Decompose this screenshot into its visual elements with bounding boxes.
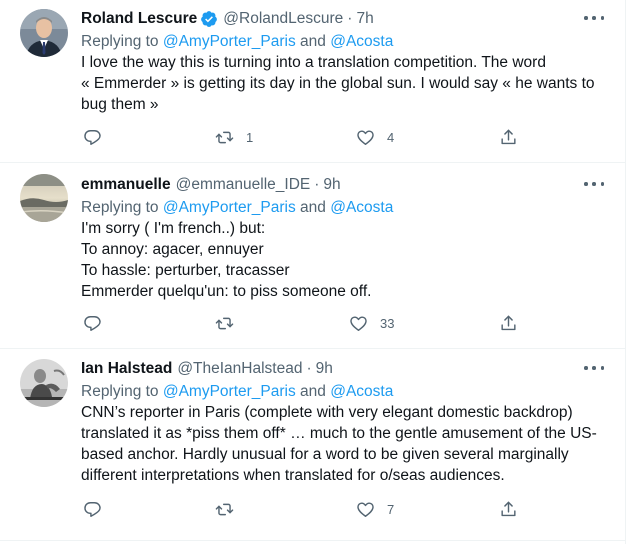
- share-icon: [499, 314, 518, 333]
- more-icon[interactable]: [584, 362, 604, 374]
- tweet-actions: [81, 128, 616, 150]
- replying-to: [81, 381, 616, 402]
- like-button[interactable]: [356, 128, 394, 147]
- user-handle[interactable]: @RolandLescure: [223, 10, 344, 27]
- share-icon: [499, 128, 518, 147]
- mention-link[interactable]: @AmyPorter_Paris: [162, 383, 296, 400]
- share-button[interactable]: [499, 128, 518, 147]
- tweet-actions: [81, 314, 616, 336]
- replying-to: [81, 31, 616, 52]
- more-icon[interactable]: [584, 178, 604, 190]
- retweet-button[interactable]: [215, 314, 246, 333]
- display-name[interactable]: emmanuelle: [81, 176, 171, 193]
- like-count: 33: [380, 316, 395, 331]
- retweet-icon: [215, 128, 234, 147]
- retweet-icon: [215, 500, 234, 519]
- mention-link[interactable]: @AmyPorter_Paris: [162, 33, 296, 50]
- heart-icon: [356, 500, 375, 519]
- replying-to-and: and: [295, 199, 331, 216]
- replying-to-prefix: Replying to: [81, 383, 163, 400]
- avatar-photo-ian: [20, 359, 68, 407]
- tweet-emmanuelle[interactable]: [0, 163, 626, 349]
- heart-icon: [349, 314, 368, 333]
- avatar[interactable]: [20, 9, 68, 57]
- reply-button[interactable]: [83, 128, 114, 147]
- tweet-actions: [81, 500, 616, 522]
- more-icon[interactable]: [584, 12, 604, 24]
- retweet-count: 1: [246, 130, 254, 145]
- like-count: 4: [387, 130, 395, 145]
- avatar-photo-roland: [20, 9, 68, 57]
- avatar[interactable]: [20, 359, 68, 407]
- mention-link[interactable]: @Acosta: [330, 33, 394, 50]
- avatar[interactable]: [20, 174, 68, 222]
- replying-to: [81, 197, 616, 218]
- reply-icon: [83, 128, 102, 147]
- retweet-button[interactable]: [215, 500, 246, 519]
- timestamp[interactable]: 9h: [315, 360, 333, 377]
- timestamp[interactable]: 9h: [323, 176, 341, 193]
- timestamp[interactable]: 7h: [356, 10, 374, 27]
- user-handle[interactable]: @TheIanHalstead: [177, 360, 303, 377]
- verified-badge-icon: [200, 10, 218, 28]
- like-button[interactable]: [356, 500, 394, 519]
- reply-button[interactable]: [83, 314, 114, 333]
- share-button[interactable]: [499, 500, 518, 519]
- tweet-header: [81, 174, 616, 196]
- share-button[interactable]: [499, 314, 518, 333]
- separator-dot: ·: [306, 360, 312, 377]
- tweet-ian-halstead[interactable]: [0, 349, 626, 541]
- replying-to-prefix: Replying to: [81, 199, 163, 216]
- tweet-header: [81, 8, 616, 30]
- retweet-icon: [215, 314, 234, 333]
- tweet-roland-lescure[interactable]: [0, 0, 626, 163]
- replying-to-and: and: [295, 33, 331, 50]
- display-name[interactable]: Roland Lescure: [81, 10, 198, 27]
- retweet-button[interactable]: [215, 128, 253, 147]
- heart-icon: [356, 128, 375, 147]
- mention-link[interactable]: @Acosta: [330, 383, 394, 400]
- reply-button[interactable]: [83, 500, 114, 519]
- replying-to-prefix: Replying to: [81, 33, 163, 50]
- separator-dot: ·: [314, 176, 320, 193]
- separator-dot: ·: [347, 10, 353, 27]
- like-count: 7: [387, 502, 395, 517]
- display-name[interactable]: Ian Halstead: [81, 360, 173, 377]
- mention-link[interactable]: @Acosta: [330, 199, 394, 216]
- tweet-text: I'm sorry ( I'm french..) but: To annoy: agacer, ennuyer To hassle: perturber, tracasser Emmerder quelqu'un: to piss someone off.: [81, 220, 372, 300]
- replying-to-and: and: [295, 383, 331, 400]
- like-button[interactable]: [349, 314, 394, 333]
- reply-icon: [83, 500, 102, 519]
- tweet-text: CNN’s reporter in Paris (complete with very elegant domestic backdrop) translated it as *piss them off* … much to the gentle amusement of the US- based anchor. Hardly unusual for a word to be given several marginally different interpretations when translated for o/seas audiences.: [81, 404, 597, 484]
- tweet-text: I love the way this is turning into a translation competition. The word « Emmerder » is getting its day in the global sun. I would say « he wants to bug them »: [81, 54, 595, 113]
- mention-link[interactable]: @AmyPorter_Paris: [162, 199, 296, 216]
- avatar-photo-emmanuelle: [20, 174, 68, 222]
- tweet-header: [81, 358, 616, 380]
- reply-icon: [83, 314, 102, 333]
- share-icon: [499, 500, 518, 519]
- user-handle[interactable]: @emmanuelle_IDE: [175, 176, 311, 193]
